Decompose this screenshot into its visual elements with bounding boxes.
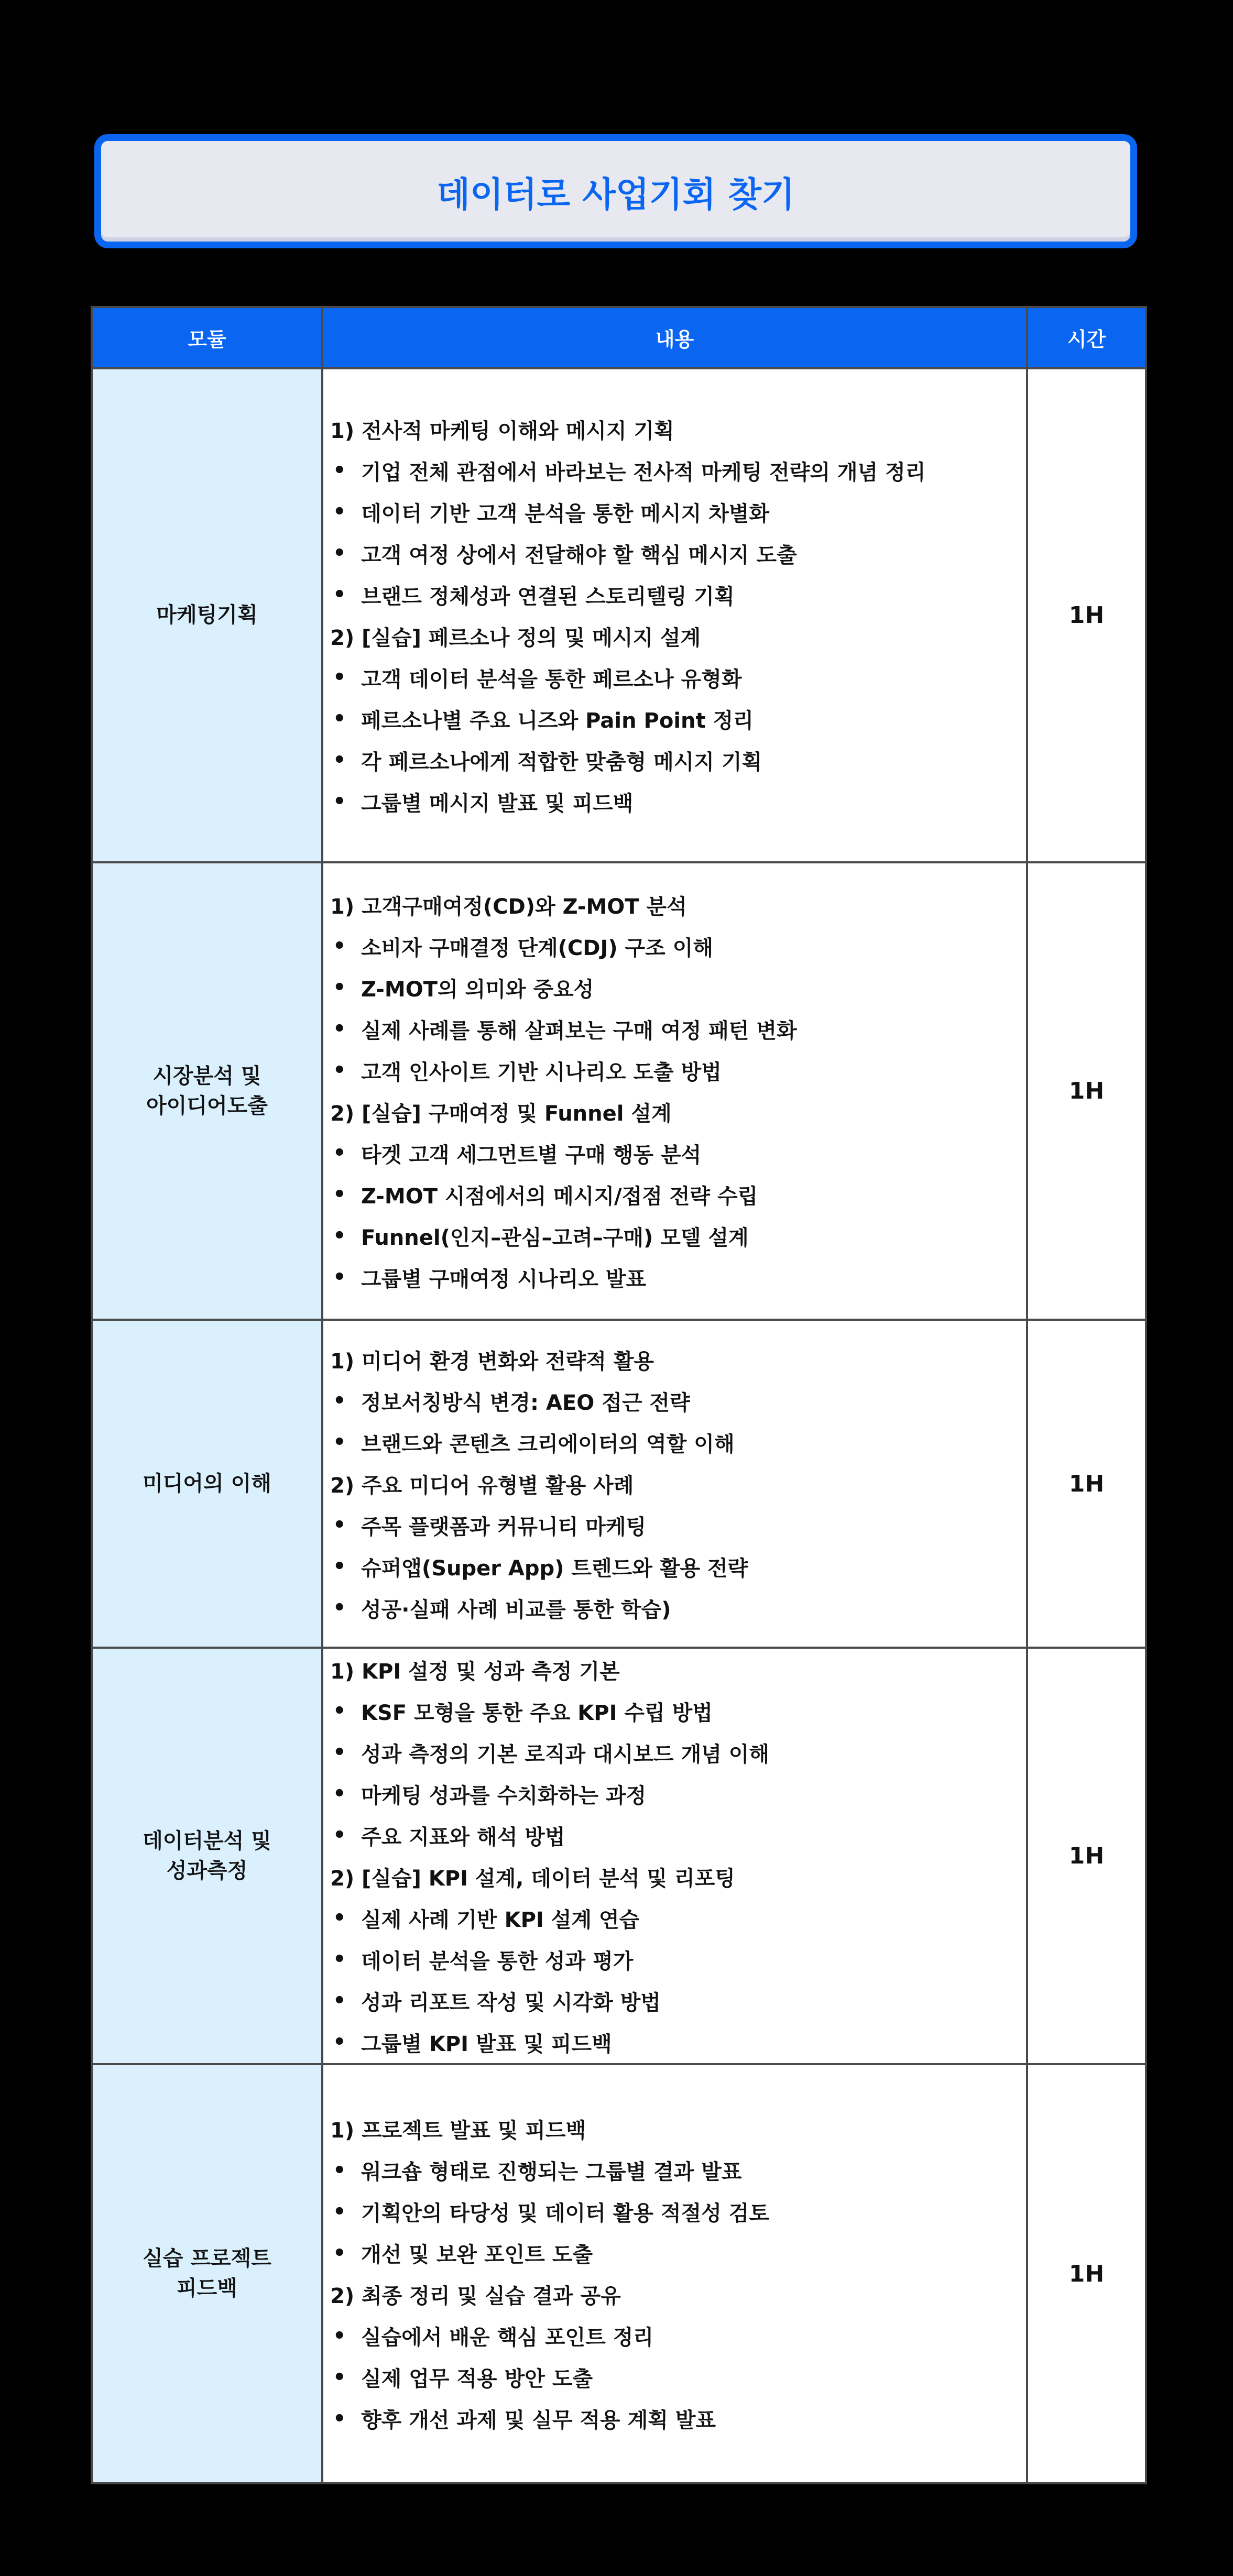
bullet-item	[330, 1174, 1026, 1215]
bullet-item	[330, 1257, 1026, 1298]
bullet-item	[330, 574, 1026, 616]
bullet-item	[330, 1587, 1026, 1629]
bullet-item	[330, 1546, 1026, 1587]
content-cell	[322, 1648, 1027, 2064]
bullet-text: KSF 모형을 통한 주요 KPI 수립 방법	[361, 1701, 713, 1725]
section-heading	[330, 616, 1026, 657]
bullet-point-icon: •	[333, 1823, 346, 1847]
bullet-point-icon: •	[333, 2323, 346, 2348]
bullet-point-icon: •	[333, 1554, 346, 1579]
bullet-item	[330, 698, 1026, 740]
bullet-item	[330, 1939, 1026, 1980]
bullet-item	[330, 1815, 1026, 1856]
table-row	[92, 1320, 1146, 1648]
section-text: 1) 전사적 마케팅 이해와 메시지 기획	[330, 419, 674, 443]
module-name-line: 미디어의 이해	[143, 1471, 271, 1496]
bullet-point-icon: •	[333, 1182, 346, 1207]
bullet-item	[330, 2232, 1026, 2274]
bullet-point-icon: •	[333, 1596, 346, 1620]
module-name-line: 피드백	[177, 2276, 237, 2300]
section-heading	[330, 1463, 1026, 1505]
bullet-item	[330, 1773, 1026, 1815]
bullet-text: 그룹별 메시지 발표 및 피드백	[361, 791, 634, 816]
bullet-point-icon: •	[333, 1430, 346, 1454]
bullet-text: Z-MOT의 의미와 중요성	[361, 977, 594, 1002]
bullet-point-icon: •	[333, 1699, 346, 1723]
content-cell	[322, 862, 1027, 1320]
bullet-text: 마케팅 성과를 수치화하는 과정	[361, 1783, 647, 1808]
bullet-text: 브랜드와 콘텐츠 크리에이터의 역할 이해	[361, 1432, 735, 1456]
section-text: 1) KPI 설정 및 성과 측정 기본	[330, 1659, 620, 1684]
curriculum-table	[91, 306, 1147, 2484]
bullet-text: 데이터 기반 고객 분석을 통한 메시지 차별화	[361, 501, 770, 526]
section-text: 1) 고객구매여정(CD)와 Z-MOT 분석	[330, 894, 687, 919]
content-cell	[322, 368, 1027, 862]
bullet-item	[330, 2356, 1026, 2398]
bullet-text: 주요 지표와 해석 방법	[361, 1825, 565, 1849]
bullet-text: 소비자 구매결정 단계(CDJ) 구조 이해	[361, 936, 714, 960]
bullet-point-icon: •	[333, 1058, 346, 1082]
module-cell	[92, 862, 322, 1320]
section-text: 1) 프로젝트 발표 및 피드백	[330, 2119, 586, 2143]
bullet-item	[330, 1732, 1026, 1773]
bullet-text: 그룹별 구매여정 시나리오 발표	[361, 1267, 647, 1291]
header-content: 내용	[322, 307, 1027, 368]
bullet-point-icon: •	[333, 1947, 346, 1971]
bullet-point-icon: •	[333, 1017, 346, 1041]
bullet-text: 실제 업무 적용 방안 도출	[361, 2367, 593, 2391]
section-text: 2) [실습] KPI 설계, 데이터 분석 및 리포팅	[330, 1866, 735, 1891]
bullet-point-icon: •	[333, 1224, 346, 1248]
bullet-point-icon: •	[333, 583, 346, 607]
bullet-point-icon: •	[333, 1513, 346, 1537]
table-row	[92, 1648, 1146, 2064]
bullet-point-icon: •	[333, 500, 346, 524]
bullet-text: 고객 인사이트 기반 시나리오 도출 방법	[361, 1060, 722, 1084]
bullet-text: 각 페르소나에게 적합한 맞춤형 메시지 기획	[361, 750, 762, 774]
bullet-point-icon: •	[333, 1906, 346, 1930]
table-header-row	[92, 307, 1146, 368]
module-cell	[92, 368, 322, 862]
section-heading	[330, 409, 1026, 450]
bullet-item	[330, 657, 1026, 698]
time-cell: 1H	[1027, 2064, 1146, 2483]
bullet-text: Z-MOT 시점에서의 메시지/접점 전략 수립	[361, 1184, 758, 1209]
bullet-text: 주목 플랫폼과 커뮤니티 마케팅	[361, 1515, 647, 1539]
bullet-text: 향후 개선 과제 및 실무 적용 계획 발표	[361, 2408, 716, 2432]
bullet-item	[330, 2022, 1026, 2063]
module-name-line: 성과측정	[166, 1858, 248, 1883]
bullet-item	[330, 1009, 1026, 1050]
bullet-item	[330, 926, 1026, 967]
bullet-text: 데이터 분석을 통한 성과 평가	[361, 1949, 634, 1974]
bullet-point-icon: •	[333, 2030, 346, 2054]
bullet-point-icon: •	[333, 1989, 346, 2013]
section-heading	[330, 2274, 1026, 2315]
bullet-point-icon: •	[333, 748, 346, 772]
bullet-point-icon: •	[333, 541, 346, 565]
module-name-line: 데이터분석 및	[143, 1828, 271, 1853]
bullet-point-icon: •	[333, 707, 346, 731]
bullet-point-icon: •	[333, 1265, 346, 1289]
bullet-text: 슈퍼앱(Super App) 트렌드와 활용 전략	[361, 1556, 748, 1581]
bullet-text: 개선 및 보완 포인트 도출	[361, 2243, 593, 2267]
bullet-item	[330, 781, 1026, 823]
bullet-point-icon: •	[333, 790, 346, 814]
bullet-point-icon: •	[333, 458, 346, 483]
bullet-item	[330, 1980, 1026, 2022]
module-name-line: 아이디어도출	[146, 1093, 268, 1118]
section-text: 2) [실습] 구매여정 및 Funnel 설계	[330, 1101, 672, 1126]
bullet-text: 실습에서 배운 핵심 포인트 정리	[361, 2326, 654, 2350]
page-title: 데이터로 사업기회 찾기	[437, 174, 795, 215]
bullet-item	[330, 967, 1026, 1009]
module-name-line: 마케팅기획	[156, 603, 258, 627]
time-cell: 1H	[1027, 1648, 1146, 2064]
bullet-item	[330, 1422, 1026, 1463]
bullet-text: 워크숍 형태로 진행되는 그룹별 결과 발표	[361, 2160, 742, 2184]
bullet-point-icon: •	[333, 1740, 346, 1764]
content-cell	[322, 2064, 1027, 2483]
time-cell: 1H	[1027, 368, 1146, 862]
bullet-item	[330, 533, 1026, 574]
bullet-point-icon: •	[333, 2241, 346, 2265]
section-heading	[330, 884, 1026, 926]
header-time: 시간	[1027, 307, 1146, 368]
bullet-text: 실제 사례를 통해 살펴보는 구매 여정 패턴 변화	[361, 1018, 797, 1043]
bullet-point-icon: •	[333, 1141, 346, 1165]
bullet-item	[330, 2315, 1026, 2356]
title-banner	[94, 134, 1137, 248]
section-heading	[330, 1339, 1026, 1380]
bullet-text: 정보서칭방식 변경: AEO 접근 전략	[361, 1390, 690, 1415]
bullet-text: 성공·실패 사례 비교를 통한 학습)	[361, 1597, 671, 1622]
bullet-point-icon: •	[333, 2406, 346, 2431]
section-text: 1) 미디어 환경 변화와 전략적 활용	[330, 1349, 654, 1374]
bullet-text: 고객 데이터 분석을 통한 페르소나 유형화	[361, 667, 742, 692]
bullet-text: 브랜드 정체성과 연결된 스토리텔링 기획	[361, 584, 735, 609]
time-cell: 1H	[1027, 862, 1146, 1320]
table-row	[92, 862, 1146, 1320]
section-text: 2) 주요 미디어 유형별 활용 사례	[330, 1473, 634, 1498]
table-body	[92, 368, 1146, 2483]
bullet-point-icon: •	[333, 1389, 346, 1413]
bullet-item	[330, 2398, 1026, 2439]
section-heading	[330, 1856, 1026, 1898]
bullet-text: 고객 여정 상에서 전달해야 할 핵심 메시지 도출	[361, 543, 797, 567]
bullet-item	[330, 740, 1026, 781]
bullet-text: 타겟 고객 세그먼트별 구매 행동 분석	[361, 1143, 702, 1167]
bullet-item	[330, 450, 1026, 491]
table-row	[92, 2064, 1146, 2483]
bullet-point-icon: •	[333, 2199, 346, 2224]
section-heading	[330, 1091, 1026, 1133]
bullet-text: 그룹별 KPI 발표 및 피드백	[361, 2032, 612, 2056]
bullet-text: 기획안의 타당성 및 데이터 활용 적절성 검토	[361, 2201, 770, 2226]
bullet-text: 기업 전체 관점에서 바라보는 전사적 마케팅 전략의 개념 정리	[361, 460, 926, 485]
module-cell	[92, 1648, 322, 2064]
bullet-point-icon: •	[333, 934, 346, 958]
bullet-item	[330, 2150, 1026, 2191]
section-text: 2) [실습] 페르소나 정의 및 메시지 설계	[330, 626, 701, 650]
content-cell	[322, 1320, 1027, 1648]
module-name-line: 실습 프로젝트	[143, 2246, 271, 2271]
bullet-item	[330, 491, 1026, 533]
bullet-item	[330, 1133, 1026, 1174]
bullet-point-icon: •	[333, 2365, 346, 2389]
bullet-item	[330, 1380, 1026, 1422]
bullet-text: Funnel(인지–관심–고려–구매) 모델 설계	[361, 1225, 749, 1250]
table-row	[92, 368, 1146, 862]
bullet-point-icon: •	[333, 665, 346, 689]
bullet-item	[330, 1505, 1026, 1546]
bullet-item	[330, 1898, 1026, 1939]
bullet-text: 실제 사례 기반 KPI 설계 연습	[361, 1908, 640, 1932]
section-heading	[330, 1649, 1026, 1691]
bullet-item	[330, 2191, 1026, 2232]
bullet-item	[330, 1691, 1026, 1732]
time-cell: 1H	[1027, 1320, 1146, 1648]
bullet-point-icon: •	[333, 2158, 346, 2183]
bullet-point-icon: •	[333, 1782, 346, 1806]
bullet-point-icon: •	[333, 975, 346, 1000]
header-module: 모듈	[92, 307, 322, 368]
module-cell	[92, 2064, 322, 2483]
bullet-item	[330, 1215, 1026, 1257]
bullet-text: 성과 리포트 작성 및 시각화 방법	[361, 1990, 661, 2015]
module-cell	[92, 1320, 322, 1648]
bullet-item	[330, 1050, 1026, 1091]
bullet-text: 페르소나별 주요 니즈와 Pain Point 정리	[361, 708, 754, 733]
module-name-line: 시장분석 및	[152, 1064, 261, 1088]
section-text: 2) 최종 정리 및 실습 결과 공유	[330, 2284, 621, 2308]
bullet-text: 성과 측정의 기본 로직과 대시보드 개념 이해	[361, 1742, 770, 1767]
section-heading	[330, 2108, 1026, 2150]
